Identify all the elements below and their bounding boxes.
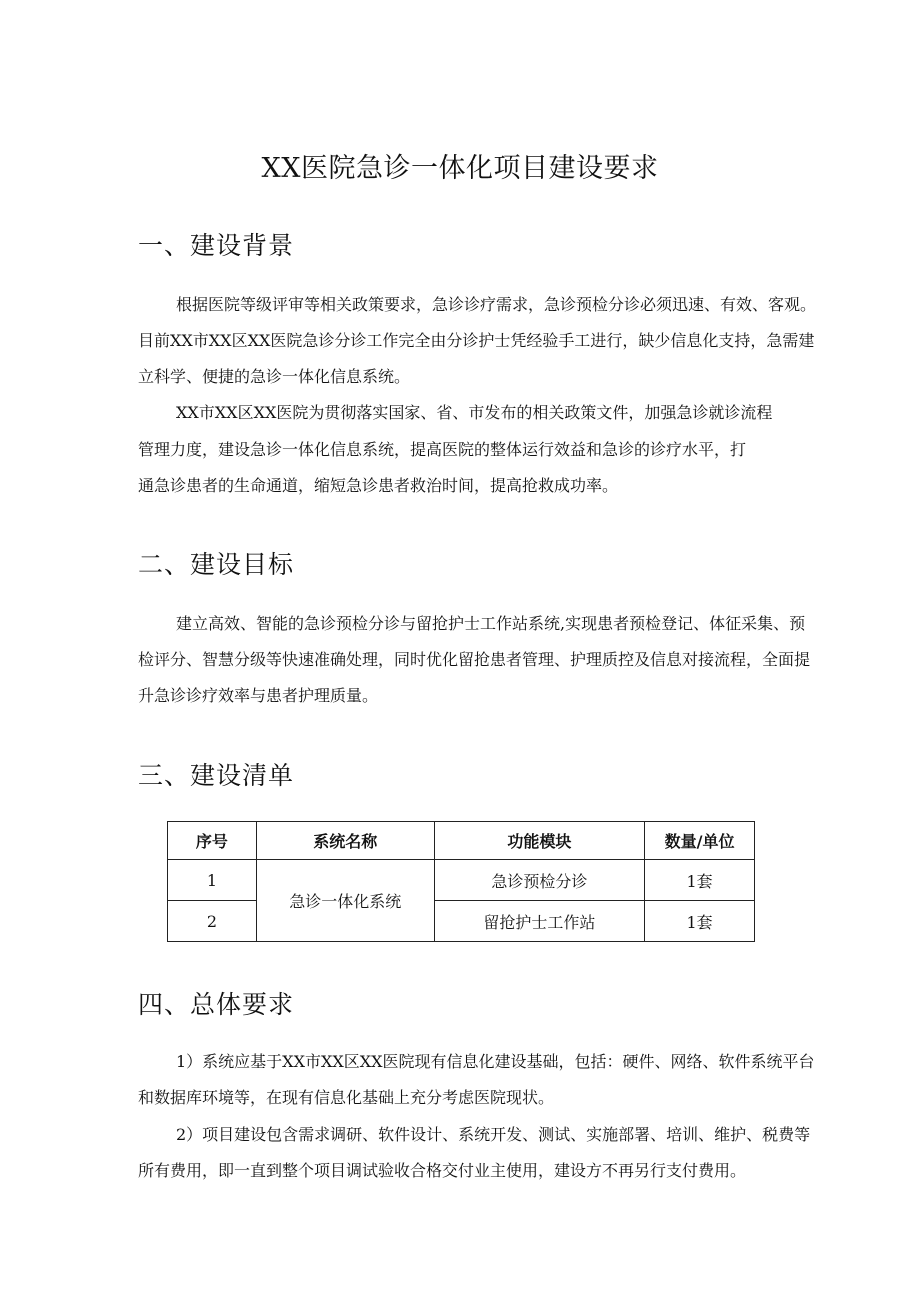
- background-para1-line1: 根据医院等级评审等相关政策要求，急诊诊疗需求，急诊预检分诊必须迅速、有效、客观。: [176, 295, 817, 314]
- background-para2-line1: XX市XX区XX医院为贯彻落实国家、省、市发布的相关政策文件，加强急诊就诊流程: [176, 403, 773, 422]
- background-para2-line3: 通急诊患者的生命通道，缩短急诊患者救治时间，提高抢救成功率。: [138, 476, 619, 495]
- background-para1-line3: 立科学、便捷的急诊一体化信息系统。: [138, 367, 411, 386]
- requirements-item1-line2: 和数据库环境等，在现有信息化基础上充分考虑医院现状。: [138, 1088, 555, 1107]
- section-heading-goals: 二、建设目标: [138, 550, 295, 579]
- header-qty: 数量/单位: [645, 822, 755, 860]
- cell-module: 急诊预检分诊: [434, 860, 645, 901]
- goals-para-line1: 建立高效、智能的急诊预检分诊与留抢护士工作站系统,实现患者预检登记、体征采集、预: [176, 614, 806, 633]
- document-title: XX医院急诊一体化项目建设要求: [261, 153, 659, 184]
- cell-qty: 1套: [645, 860, 755, 901]
- cell-no: 1: [168, 860, 257, 901]
- header-module: 功能模块: [434, 822, 645, 860]
- cell-system-name: 急诊一体化系统: [256, 860, 434, 942]
- table-row: [168, 860, 755, 901]
- requirements-item2-line2: 所有费用，即一直到整个项目调试验收合格交付业主使用，建设方不再另行支付费用。: [138, 1161, 747, 1180]
- section-heading-list: 三、建设清单: [138, 761, 295, 790]
- requirements-item1-line1: 1）系统应基于XX市XX区XX医院现有信息化建设基础，包括：硬件、网络、软件系统平台: [176, 1052, 815, 1071]
- section-heading-background: 一、建设背景: [138, 231, 295, 260]
- cell-module: 留抢护士工作站: [434, 901, 645, 942]
- build-list-table: [167, 821, 755, 942]
- requirements-item2-line1: 2）项目建设包含需求调研、软件设计、系统开发、测试、实施部署、培训、维护、税费等: [176, 1125, 811, 1144]
- header-system-name: 系统名称: [256, 822, 434, 860]
- table-header-row: [168, 822, 755, 860]
- header-no: 序号: [168, 822, 257, 860]
- background-para1-line2: 目前XX市XX区XX医院急诊分诊工作完全由分诊护士凭经验手工进行，缺少信息化支持，急需建: [138, 331, 815, 350]
- goals-para-line2: 检评分、智慧分级等快速准确处理，同时优化留抢患者管理、护理质控及信息对接流程，全面提: [138, 650, 811, 669]
- cell-qty: 1套: [645, 901, 755, 942]
- section-heading-requirements: 四、总体要求: [138, 990, 295, 1019]
- cell-no: 2: [168, 901, 257, 942]
- table-row: [168, 901, 755, 942]
- goals-para-line3: 升急诊诊疗效率与患者护理质量。: [138, 686, 379, 705]
- background-para2-line2: 管理力度，建设急诊一体化信息系统，提高医院的整体运行效益和急诊的诊疗水平，打: [138, 440, 747, 459]
